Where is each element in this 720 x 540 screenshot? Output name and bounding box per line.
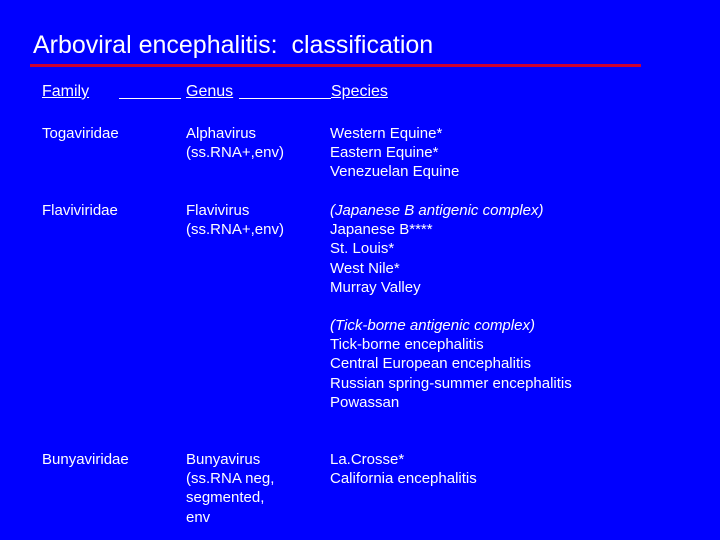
family-cell: Togaviridae xyxy=(42,125,119,142)
genus-line: (ss.RNA neg, xyxy=(186,470,275,488)
species-line: Eastern Equine* xyxy=(330,144,439,162)
genus-line: Flavivirus xyxy=(186,202,250,219)
species-line: La.Crosse* xyxy=(330,451,405,468)
species-line: St. Louis* xyxy=(330,240,395,258)
title-rule xyxy=(30,64,641,67)
header-family: Family xyxy=(42,83,90,100)
species-line: West Nile* xyxy=(330,259,400,277)
genus-line: env xyxy=(186,508,211,526)
species-line: Powassan xyxy=(330,393,400,411)
family-cell: Flaviviridae xyxy=(42,202,118,219)
genus-line: Bunyavirus xyxy=(186,451,261,468)
species-line: Central European encephalitis xyxy=(330,355,531,373)
genus-line: (ss.RNA+,env) xyxy=(186,144,284,162)
header-genus: Genus xyxy=(186,83,234,100)
header-species: Species xyxy=(331,83,388,100)
species-group-heading: (Japanese B antigenic complex) xyxy=(330,202,544,219)
species-line: Tick-borne encephalitis xyxy=(330,336,484,354)
header-family-underline-extension xyxy=(119,98,181,99)
species-line: Murray Valley xyxy=(330,278,421,296)
genus-line: segmented, xyxy=(186,489,265,507)
family-cell: Bunyaviridae xyxy=(42,451,129,468)
species-line: Russian spring-summer encephalitis xyxy=(330,374,572,392)
species-line: Japanese B**** xyxy=(330,221,433,239)
genus-line: (ss.RNA+,env) xyxy=(186,221,284,239)
header-genus-underline-extension xyxy=(239,98,331,99)
species-line: Venezuelan Equine xyxy=(330,163,460,181)
species-line: Western Equine* xyxy=(330,125,443,142)
species-group-heading: (Tick-borne antigenic complex) xyxy=(330,317,535,334)
slide-title: Arboviral encephalitis: classification xyxy=(33,31,434,59)
genus-line: Alphavirus xyxy=(186,125,257,142)
species-line: California encephalitis xyxy=(330,470,477,488)
